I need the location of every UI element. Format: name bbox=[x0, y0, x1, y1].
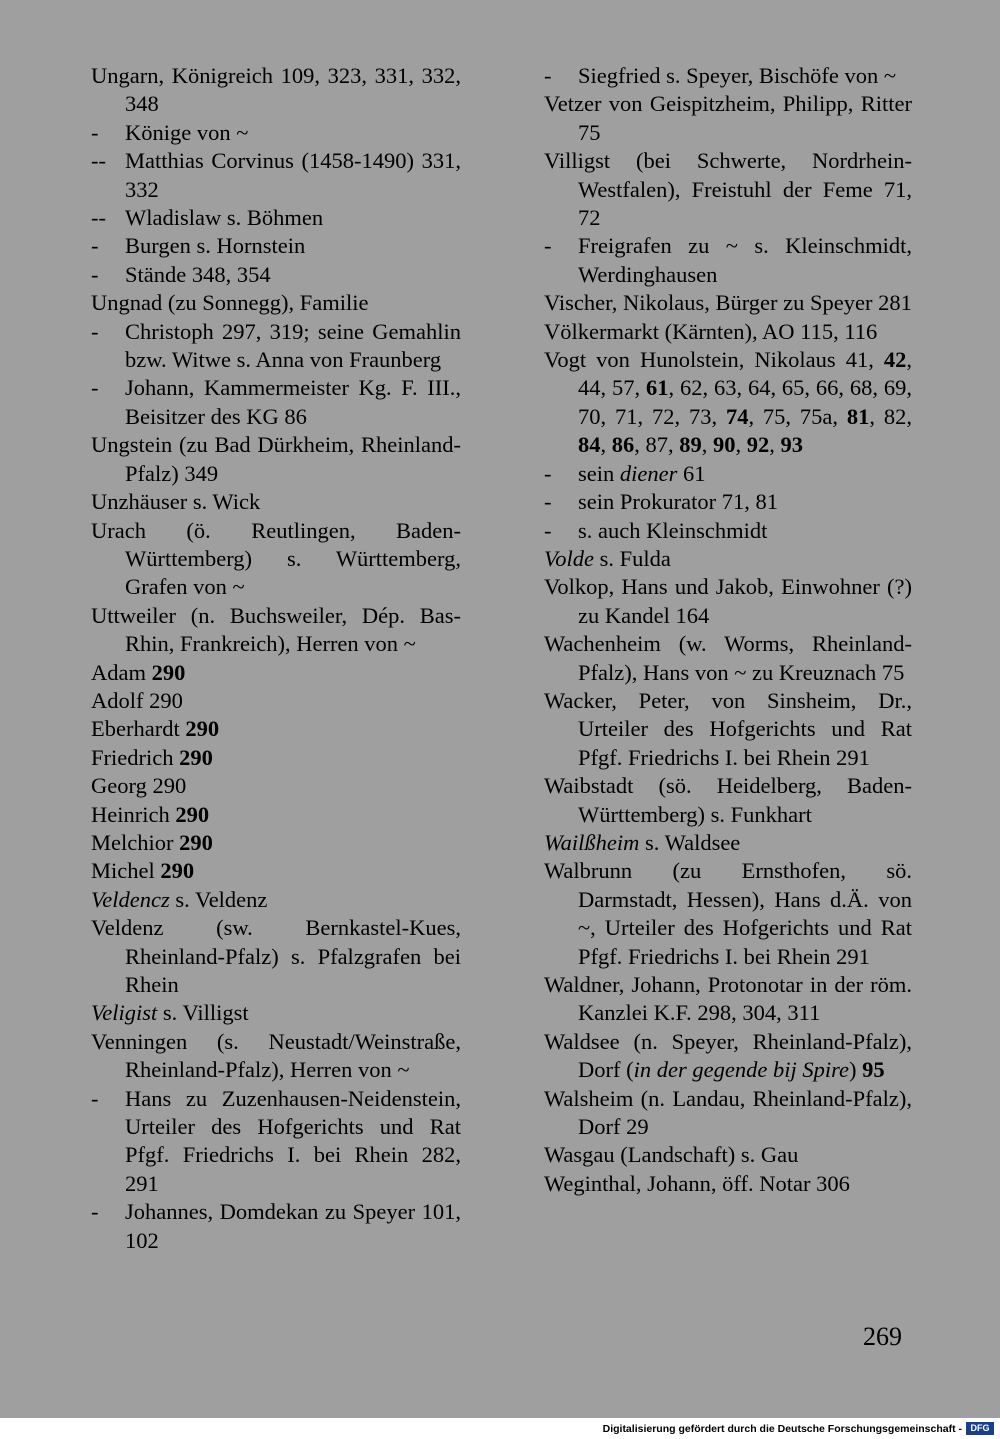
entry-text: 290 bbox=[151, 659, 186, 685]
index-entry bbox=[544, 90, 912, 147]
entry-text: Burgen s. Hornstein bbox=[125, 233, 306, 259]
index-entry bbox=[91, 999, 461, 1027]
index-column-left bbox=[91, 62, 461, 1255]
entry-text: Veldenz (sw. Bernkastel-Kues, Rheinland-Pfalz) s. Pfalzgrafen bei Rhein bbox=[91, 915, 461, 997]
entry-text: Ungstein (zu Bad Dürkheim, Rheinland-Pfalz) 349 bbox=[91, 432, 461, 486]
index-subentry bbox=[91, 232, 461, 260]
entry-text: 81 bbox=[846, 403, 870, 429]
index-entry bbox=[544, 857, 912, 971]
index-subentry bbox=[91, 147, 461, 204]
entry-text: , bbox=[735, 432, 747, 458]
page-number: 269 bbox=[863, 1322, 902, 1351]
index-entry bbox=[544, 772, 912, 829]
subentry-dash: - bbox=[91, 375, 99, 401]
entry-text: s. Villigst bbox=[157, 1000, 249, 1026]
index-entry bbox=[544, 1141, 912, 1169]
dfg-logo: DFG bbox=[966, 1422, 994, 1435]
index-entry bbox=[544, 1085, 912, 1142]
entry-text: Vetzer von Geispitzheim, Philipp, Ritter 75 bbox=[544, 91, 912, 145]
entry-text: 290 bbox=[175, 801, 210, 827]
index-entry bbox=[544, 147, 912, 232]
index-entry bbox=[91, 602, 461, 659]
entry-text: 61 bbox=[645, 375, 669, 401]
entry-text: Walbrunn (zu Ernsthofen, sö. Darmstadt, Hessen), Hans d.Ä. von ~, Urteiler des Hofgerichts und Rat Pfgf. Friedrichs I. bei Rhein 291 bbox=[544, 858, 912, 969]
index-entry bbox=[544, 289, 912, 317]
index-entry bbox=[544, 346, 912, 460]
index-subentry bbox=[91, 318, 461, 375]
entry-text: s. auch Kleinschmidt bbox=[578, 517, 768, 543]
index-entry bbox=[91, 744, 461, 772]
subentry-dash: -- bbox=[91, 148, 106, 174]
entry-text: Veldencz bbox=[91, 886, 170, 912]
entry-text: Volkop, Hans und Jakob, Einwohner (?) zu Kandel 164 bbox=[544, 574, 912, 628]
entry-text: , 62, 63, 64, 65, 66, 68, 69, 70, 71, 72, 73, bbox=[578, 375, 913, 429]
entry-text: Vogt von Hunolstein, Nikolaus 41, bbox=[544, 347, 884, 373]
subentry-dash: - bbox=[544, 489, 552, 515]
entry-text: 90 bbox=[713, 432, 736, 458]
index-subentry bbox=[91, 261, 461, 289]
entry-text: 89 bbox=[679, 432, 702, 458]
entry-text: sein bbox=[578, 460, 620, 486]
entry-text: Waldner, Johann, Protonotar in der röm. Kanzlei K.F. 298, 304, 311 bbox=[544, 972, 912, 1026]
index-subentry bbox=[544, 232, 912, 289]
entry-text: Weginthal, Johann, öff. Notar 306 bbox=[544, 1170, 850, 1196]
entry-text: 93 bbox=[780, 432, 803, 458]
entry-text: s. Veldenz bbox=[169, 886, 268, 912]
entry-text: Venningen (s. Neustadt/Weinstraße, Rheinland-Pfalz), Herren von ~ bbox=[91, 1028, 461, 1083]
entry-text: Ungnad (zu Sonnegg), Familie bbox=[91, 290, 369, 316]
index-subentry bbox=[544, 460, 912, 488]
index-entry bbox=[91, 886, 461, 914]
index-entry bbox=[91, 801, 461, 829]
entry-text: 84 bbox=[578, 432, 601, 458]
index-entry bbox=[544, 1170, 912, 1198]
entry-text: Vischer, Nikolaus, Bürger zu Speyer 281 bbox=[544, 290, 912, 316]
entry-text: s. Fulda bbox=[594, 545, 671, 571]
subentry-dash: - bbox=[91, 119, 99, 145]
index-entry bbox=[91, 431, 461, 488]
entry-text: Ungarn, Königreich 109, 323, 331, 332, 348 bbox=[91, 63, 461, 117]
entry-text: , 75, 75a, bbox=[748, 403, 847, 429]
entry-text: Wasgau (Landschaft) s. Gau bbox=[544, 1142, 799, 1168]
subentry-dash: - bbox=[544, 233, 552, 259]
index-subentry bbox=[91, 204, 461, 232]
subentry-dash: - bbox=[544, 517, 552, 543]
subentry-dash: - bbox=[544, 63, 552, 88]
entry-text: Friedrich bbox=[91, 744, 180, 770]
index-entry bbox=[544, 630, 912, 687]
entry-text: Hans zu Zuzenhausen-Neidenstein, Urteiler des Hofgerichts und Rat Pfgf. Friedrichs I. bei Rhein 282, 291 bbox=[125, 1085, 461, 1196]
entry-text: , bbox=[600, 432, 612, 458]
index-subentry bbox=[544, 62, 912, 90]
index-entry bbox=[544, 829, 912, 857]
entry-text: Völkermarkt (Kärnten), AO 115, 116 bbox=[544, 318, 878, 344]
index-subentry bbox=[91, 374, 461, 431]
index-entry bbox=[91, 289, 461, 317]
entry-text: diener bbox=[619, 460, 678, 486]
subentry-dash: - bbox=[91, 318, 99, 344]
subentry-dash: - bbox=[91, 261, 99, 287]
index-entry bbox=[544, 318, 912, 346]
entry-text: Freigrafen zu ~ s. Kleinschmidt, Werdinghausen bbox=[578, 233, 912, 287]
entry-text: , 44, 57, bbox=[578, 347, 912, 401]
entry-text: Eberhardt bbox=[91, 716, 186, 742]
subentry-dash: - bbox=[544, 460, 552, 486]
entry-text: Volde bbox=[544, 545, 594, 571]
entry-text: 92 bbox=[746, 432, 770, 458]
index-entry bbox=[91, 715, 461, 743]
entry-text: 290 bbox=[185, 716, 220, 742]
entry-text: s. Waldsee bbox=[639, 829, 741, 855]
subentry-dash: - bbox=[91, 1085, 99, 1111]
entry-text: 290 bbox=[160, 858, 195, 884]
entry-text: in der gegende bij Spire bbox=[633, 1057, 849, 1083]
entry-text: sein Prokurator 71, 81 bbox=[578, 489, 778, 515]
entry-text: Johannes, Domdekan zu Speyer 101, 102 bbox=[125, 1199, 461, 1253]
entry-text: , bbox=[769, 432, 781, 458]
index-entry bbox=[91, 659, 461, 687]
entry-text: Siegfried s. Speyer, Bischöfe von ~ bbox=[578, 63, 897, 88]
index-entry bbox=[544, 687, 912, 772]
entry-text: 290 bbox=[179, 829, 213, 855]
index-subentry bbox=[91, 119, 461, 147]
entry-text: Waibstadt (sö. Heidelberg, Baden-Württemberg) s. Funkhart bbox=[544, 773, 912, 827]
index-entry bbox=[91, 687, 461, 715]
entry-text: 42 bbox=[883, 347, 907, 373]
entry-text: 290 bbox=[179, 744, 213, 770]
entry-text: Wacker, Peter, von Sinsheim, Dr., Urteiler des Hofgerichts und Rat Pfgf. Friedrichs I. bei Rhein 291 bbox=[544, 687, 912, 770]
entry-text: Villigst (bei Schwerte, Nordrhein-Westfalen), Freistuhl der Feme 71, 72 bbox=[544, 148, 912, 231]
entry-text: Adam bbox=[91, 659, 152, 685]
subentry-dash: - bbox=[91, 233, 99, 259]
subentry-dash: -- bbox=[91, 205, 106, 231]
entry-text: Adolf 290 bbox=[91, 687, 183, 713]
entry-text: 95 bbox=[862, 1057, 885, 1083]
entry-text: Wailßheim bbox=[544, 829, 640, 855]
entry-text: Heinrich bbox=[91, 801, 176, 827]
index-subentry bbox=[544, 488, 912, 516]
entry-text: Uttweiler (n. Buchsweiler, Dép. Bas-Rhin, Frankreich), Herren von ~ bbox=[91, 602, 461, 657]
entry-text: Wachenheim (w. Worms, Rheinland-Pfalz), Hans von ~ zu Kreuznach 75 bbox=[544, 631, 912, 685]
index-entry bbox=[91, 488, 461, 516]
entry-text: Walsheim (n. Landau, Rheinland-Pfalz), Dorf 29 bbox=[544, 1085, 912, 1140]
entry-text: Christoph 297, 319; seine Gemahlin bzw. Witwe s. Anna von Fraunberg bbox=[125, 318, 461, 373]
index-subentry bbox=[91, 1198, 461, 1255]
entry-text: Johann, Kammermeister Kg. F. III., Beisitzer des KG 86 bbox=[125, 375, 461, 429]
entry-text: Urach (ö. Reutlingen, Baden-Württemberg) s. Württemberg, Grafen von ~ bbox=[91, 517, 461, 600]
index-entry bbox=[91, 829, 461, 857]
entry-text: 86 bbox=[611, 432, 635, 458]
entry-text: 61 bbox=[677, 460, 706, 486]
entry-text: Waldsee (n. Speyer, Rheinland-Pfalz), Dorf ( bbox=[544, 1028, 912, 1083]
entry-text: Unzhäuser s. Wick bbox=[91, 489, 261, 515]
index-entry bbox=[544, 971, 912, 1028]
entry-text: ) bbox=[848, 1057, 863, 1083]
entry-text: Veligist bbox=[91, 1000, 158, 1026]
entry-text: Stände 348, 354 bbox=[125, 261, 271, 287]
index-entry bbox=[544, 573, 912, 630]
index-subentry bbox=[91, 1085, 461, 1199]
index-column-right bbox=[544, 62, 912, 1198]
entry-text: , bbox=[701, 432, 713, 458]
digitization-footer bbox=[0, 1418, 1000, 1439]
entry-text: Georg 290 bbox=[91, 773, 187, 799]
index-entry bbox=[91, 914, 461, 999]
index-entry bbox=[544, 1028, 912, 1085]
entry-text: Matthias Corvinus (1458-1490) 331, 332 bbox=[125, 148, 461, 202]
entry-text: , 82, bbox=[869, 403, 912, 429]
entry-text: Michel bbox=[91, 858, 161, 884]
entry-text: Wladislaw s. Böhmen bbox=[125, 205, 324, 231]
footer-text: Digitalisierung gefördert durch die Deutsche Forschungsgemeinschaft - bbox=[602, 1423, 962, 1435]
entry-text: Melchior bbox=[91, 829, 180, 855]
index-entry bbox=[91, 857, 461, 885]
index-subentry bbox=[544, 517, 912, 545]
index-entry bbox=[91, 62, 461, 119]
subentry-dash: - bbox=[91, 1199, 99, 1225]
entry-text: Könige von ~ bbox=[125, 119, 249, 145]
entry-text: 74 bbox=[725, 403, 749, 429]
index-entry bbox=[544, 545, 912, 573]
entry-text: , 87, bbox=[634, 432, 680, 458]
index-entry bbox=[91, 517, 461, 602]
index-entry bbox=[91, 1028, 461, 1085]
index-entry bbox=[91, 772, 461, 800]
